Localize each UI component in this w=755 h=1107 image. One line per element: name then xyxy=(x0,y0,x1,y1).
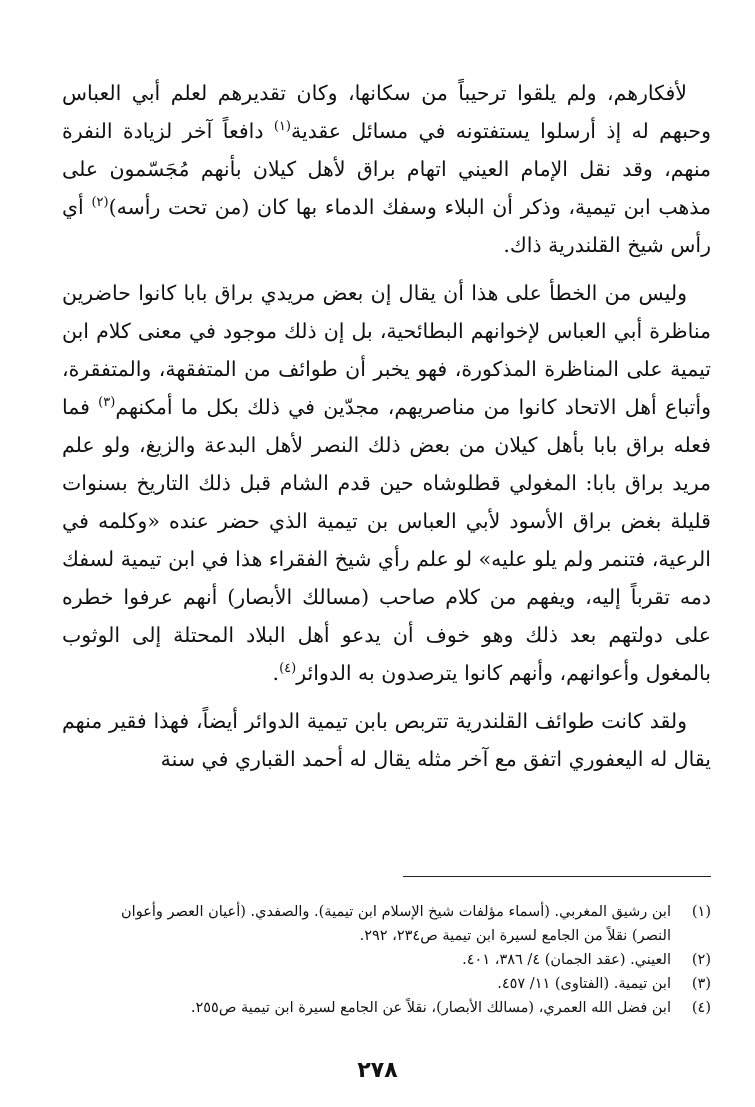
footnote-text: ابن رشيق المغربي. (أسماء مؤلفات شيخ الإسلام ابن تيمية). والصفدي. (أعيان العصر وأعوان النصر) نقلاً من الجامع لسيرة ابن تيمية ص٢٣٤، ٢٩٢. xyxy=(121,904,671,944)
main-text xyxy=(62,74,711,778)
footnote-separator xyxy=(403,876,711,877)
footnote xyxy=(80,900,711,948)
footnote-text: ابن تيمية. (الفتاوى) ١١/ ٤٥٧. xyxy=(497,976,671,992)
footnote-reference: (٣) xyxy=(98,395,116,411)
paragraph xyxy=(62,74,711,264)
footnote-number: (٣) xyxy=(691,976,711,992)
paragraph-text: لأفكارهم، ولم يلقوا ترحيباً من سكانها، وكان تقديرهم لعلم أبي العباس وحبهم له إذ أرسلوا يستفتونه في مسائل عقدية xyxy=(62,81,711,143)
footnotes xyxy=(80,900,711,1020)
footnote-number: (٤) xyxy=(691,1000,711,1016)
paragraph-text: أي رأس شيخ القلندرية ذاك. xyxy=(62,195,711,257)
page-number: ٢٧٨ xyxy=(357,1058,398,1083)
footnote-reference: (٤) xyxy=(279,661,297,677)
footnote-text: العيني. (عقد الجمان) ٤/ ٣٨٦، ٤٠١. xyxy=(462,952,671,968)
paragraph xyxy=(62,274,711,692)
footnote xyxy=(80,996,711,1020)
paragraph-text: . xyxy=(272,661,280,685)
paragraph-text: دافعاً آخر لزيادة النفرة منهم، وقد نقل الإمام العيني اتهام براق لأهل كيلان بأنهم مُجَسّمون على مذهب ابن تيمية، وذكر أن البلاء وسفك الدماء بها كان (من تحت رأسه) xyxy=(62,119,712,219)
footnote-number: (١) xyxy=(691,904,711,920)
footnote xyxy=(80,972,711,996)
footnote-number: (٢) xyxy=(691,952,711,968)
paragraph xyxy=(62,702,711,778)
paragraph-text: ولقد كانت طوائف القلندرية تتربص بابن تيمية الدوائر أيضاً، فهذا فقير منهم يقال له اليعفوري اتفق مع آخر مثله يقال له أحمد القباري في سنة xyxy=(62,709,711,771)
paragraph-text: وليس من الخطأ على هذا أن يقال إن بعض مريدي براق بابا كانوا حاضرين مناظرة أبي العباس لإخوانهم البطائحية، بل إن ذلك موجود في معنى كلام ابن تيمية على المناظرة المذكورة، فهو يخبر أن طوائف من المتفقهة، والمتفقرة، وأتباع أهل الاتحاد كانوا من مناصريهم، مجدّين في ذلك بكل ما أمكنهم xyxy=(62,281,711,419)
footnote-reference: (٢) xyxy=(91,195,109,211)
footnote-reference: (١) xyxy=(273,119,291,135)
footnote-text: ابن فضل الله العمري، (مسالك الأبصار)، نقلاً عن الجامع لسيرة ابن تيمية ص٢٥٥. xyxy=(190,1000,671,1016)
paragraph-text: فما فعله براق بابا بأهل كيلان من بعض ذلك النصر لأهل البدعة والزيغ، ولو علم مريد براق بابا: المغولي قطلوشاه حين قدم الشام قبل ذلك التاريخ بسنوات قليلة بغض براق الأسود لأبي العباس بن تيمية الذي حضر عنده «وكلمه في الرعية، فتنمر ولم يلو عليه» لو علم رأي شيخ الفقراء هذا في ابن تيمية لسفك دمه تقرباً إليه، ويفهم من كلام صاحب (مسالك الأبصار) أنهم عرفوا خطره على دولتهم بعد ذلك وهو خوف أن يدعو أهل البلاد المحتلة إلى الوثوب بالمغول وأعوانهم، وأنهم كانوا يترصدون به الدوائر xyxy=(62,395,711,685)
footnote xyxy=(80,948,711,972)
